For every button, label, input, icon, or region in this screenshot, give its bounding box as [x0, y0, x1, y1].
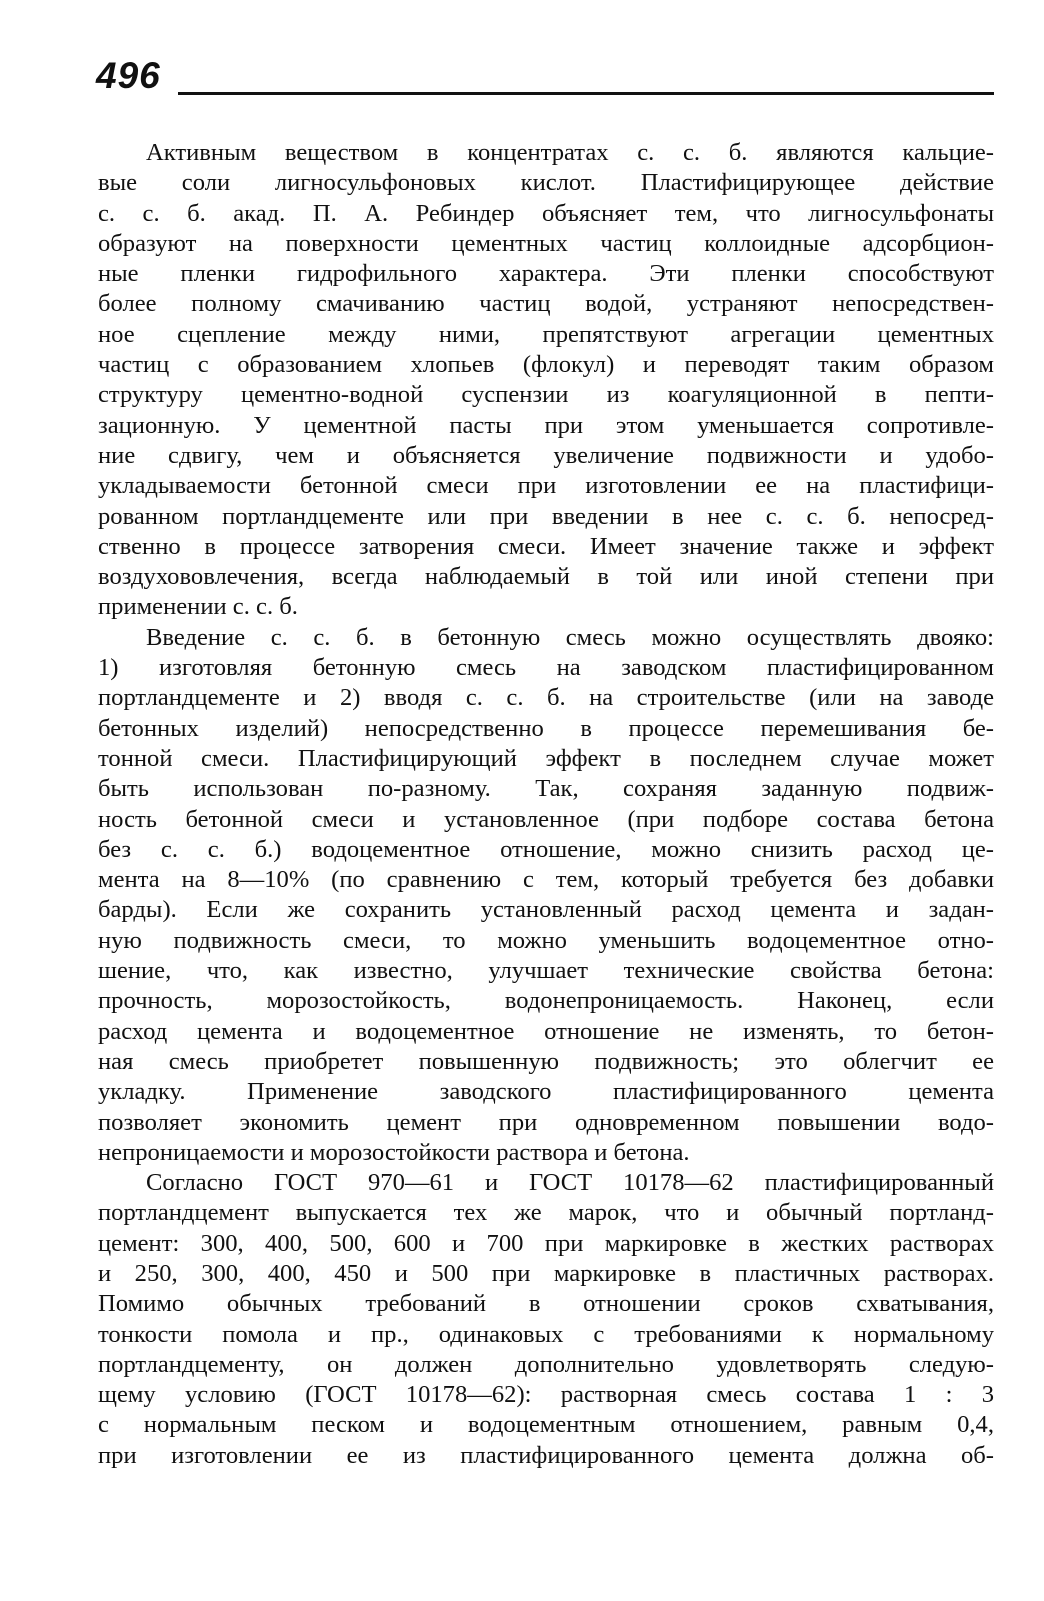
text-line: структуру цементно-водной суспензии из коагуляционной в пепти- — [98, 381, 994, 409]
text-line: без с. с. б.) водоцементное отношение, можно снизить расход це- — [98, 835, 994, 863]
text-line: непроницаемости и морозостойкости раствора и бетона. — [98, 1138, 690, 1166]
text-line: ственно в процессе затворения смеси. Имеет значение также и эффект — [98, 532, 994, 560]
body-text — [98, 138, 994, 1471]
paragraph — [98, 623, 994, 1168]
text-line: тонкости помола и пр., одинаковых с требованиями к нормальному — [98, 1320, 994, 1348]
text-line: Активным веществом в концентратах с. с. б. являются кальцие- — [146, 139, 994, 166]
page-number: 496 — [96, 55, 161, 96]
paragraph — [98, 138, 994, 623]
text-line: расход цемента и водоцементное отношение не изменять, то бетон- — [98, 1017, 994, 1045]
text-line: более полному смачиванию частиц водой, устраняют непосредствен- — [98, 290, 994, 318]
text-line: и 250, 300, 400, 450 и 500 при маркировке в пластичных растворах. — [98, 1259, 994, 1287]
text-line: частиц с образованием хлопьев (флокул) и переводят таким образом — [98, 351, 994, 379]
text-line: ние сдвигу, чем и объясняется увеличение подвижности и удобо- — [98, 441, 994, 469]
text-line: шение, что, как известно, улучшает технические свойства бетона: — [98, 957, 994, 985]
text-line: образуют на поверхности цементных частиц коллоидные адсорбцион- — [98, 229, 994, 257]
paragraph — [98, 1168, 994, 1471]
text-line: быть использован по-разному. Так, сохраняя заданную подвиж- — [98, 775, 994, 803]
text-line: воздухововлечения, всегда наблюдаемый в той или иной степени при — [98, 563, 994, 591]
text-line: портландцемент выпускается тех же марок, что и обычный портланд- — [98, 1199, 994, 1227]
text-line: цемент: 300, 400, 500, 600 и 700 при маркировке в жестких растворах — [98, 1229, 994, 1257]
text-line: зационную. У цементной пасты при этом уменьшается сопротивле- — [98, 411, 994, 439]
text-line: Согласно ГОСТ 970—61 и ГОСТ 10178—62 пластифицированный — [146, 1169, 994, 1197]
text-line: ность бетонной смеси и установленное (при подборе состава бетона — [98, 805, 994, 833]
text-line: барды). Если же сохранить установленный расход цемента и задан- — [98, 896, 994, 924]
text-line: позволяет экономить цемент при одновременном повышении водо- — [98, 1108, 994, 1136]
text-line: 1) изготовляя бетонную смесь на заводском пластифицированном — [98, 654, 994, 682]
text-line: бетонных изделий) непосредственно в процессе перемешивания бе- — [98, 714, 994, 742]
text-line: ные пленки гидрофильного характера. Эти пленки способствуют — [98, 260, 994, 288]
text-line: применении с. с. б. — [98, 593, 298, 621]
text-line: рованном портландцементе или при введении в нее с. с. б. непосред- — [98, 502, 994, 530]
text-line: с нормальным песком и водоцементным отношением, равным 0,4, — [98, 1411, 994, 1439]
text-line: вые соли лигносульфоновых кислот. Пластифицирующее действие — [98, 169, 994, 197]
text-line: тонной смеси. Пластифицирующий эффект в последнем случае может — [98, 744, 994, 772]
text-line: Введение с. с. б. в бетонную смесь можно осуществлять двояко: — [146, 623, 994, 651]
text-line: портландцементу, он должен дополнительно удовлетворять следую- — [98, 1350, 994, 1378]
text-line: портландцементе и 2) вводя с. с. б. на строительстве (или на заводе — [98, 684, 994, 712]
text-line: Помимо обычных требований в отношении сроков схватывания, — [98, 1290, 994, 1318]
page-header — [92, 50, 994, 100]
header-rule — [178, 92, 994, 95]
text-line: ную подвижность смеси, то можно уменьшить водоцементное отно- — [98, 926, 994, 954]
text-line: укладку. Применение заводского пластифицированного цемента — [98, 1078, 994, 1106]
text-line: ное сцепление между ними, препятствуют агрегации цементных — [98, 320, 994, 348]
text-line: с. с. б. акад. П. А. Ребиндер объясняет тем, что лигносульфонаты — [98, 199, 994, 227]
text-line: ная смесь приобретет повышенную подвижность; это облегчит ее — [98, 1047, 994, 1075]
text-line: при изготовлении ее из пластифицированного цемента должна об- — [98, 1441, 994, 1469]
text-line: щему условию (ГОСТ 10178—62): растворная смесь состава 1 : 3 — [98, 1381, 994, 1409]
text-line: прочность, морозостойкость, водонепроницаемость. Наконец, если — [98, 987, 994, 1015]
text-line: укладываемости бетонной смеси при изготовлении ее на пластифици- — [98, 472, 994, 500]
text-line: мента на 8—10% (по сравнению с тем, который требуется без добавки — [98, 866, 994, 894]
